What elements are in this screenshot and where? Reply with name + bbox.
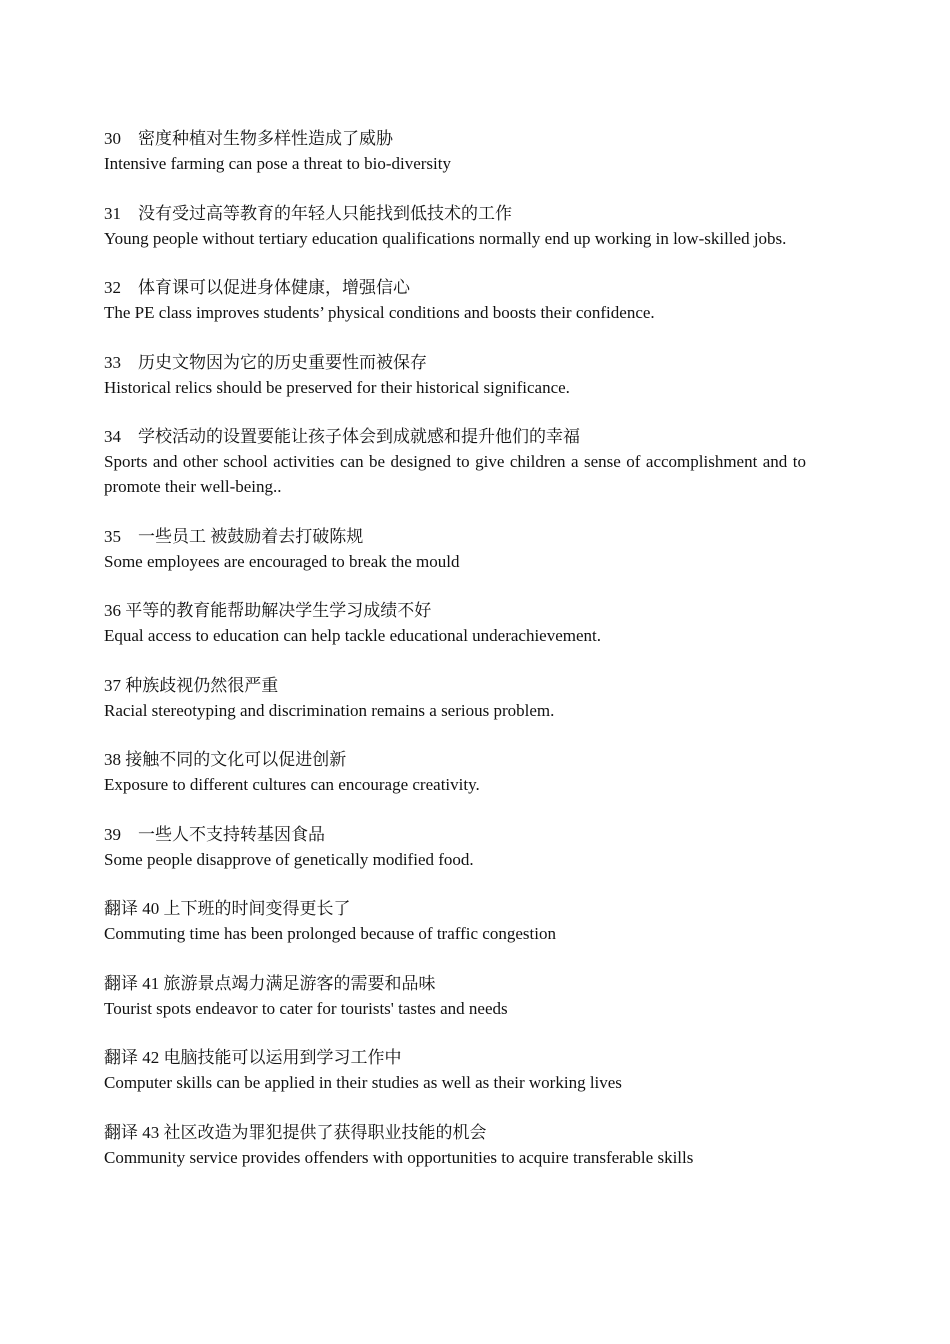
english-translation: Exposure to different cultures can encourage creativity. [104,775,480,794]
translation-entry [104,747,806,797]
chinese-sentence: 翻译 41 旅游景点竭力满足游客的需要和品味 [104,973,436,993]
chinese-sentence: 30 密度种植对生物多样性造成了威胁 [104,129,393,148]
english-translation: Young people without tertiary education qualifications normally end up working in low-skilled jobs. [104,228,787,248]
english-translation: Equal access to education can help tackle educational underachievement. [104,626,602,645]
chinese-sentence: 翻译 42 电脑技能可以运用到学习工作中 [104,1048,402,1067]
english-translation: Historical relics should be preserved for their historical significance. [104,377,570,397]
chinese-sentence: 32 体育课可以促进身体健康，增强信心 [104,278,410,297]
translation-entry [104,822,806,872]
chinese-sentence: 翻译 43 社区改造为罪犯提供了获得职业技能的机会 [104,1122,487,1142]
english-translation: Computer skills can be applied in their studies as well as their working lives [104,1073,622,1092]
translation-entry [104,1045,806,1095]
translation-entry [104,524,806,574]
translation-entry [104,971,806,1021]
translation-entry [104,673,806,723]
chinese-sentence: 34 学校活动的设置要能让孩子体会到成就感和提升他们的幸福 [104,427,580,446]
english-translation: Tourist spots endeavor to cater for tourists' tastes and needs [104,998,508,1018]
english-translation: The PE class improves students’ physical conditions and boosts their confidence. [104,303,655,322]
translation-entry [104,126,806,176]
translation-entry [104,896,806,946]
english-translation: Racial stereotyping and discrimination remains a serious problem. [104,700,555,720]
english-translation: Some people disapprove of genetically modified food. [104,849,474,869]
translation-entry [104,1120,806,1170]
english-translation: Community service provides offenders with opportunities to acquire transferable skills [104,1147,694,1167]
chinese-sentence: 33 历史文物因为它的历史重要性而被保存 [104,352,427,372]
english-translation: Sports and other school activities can be designed to give children a sense of accomplishment and to promote their well-being.. [104,452,806,496]
chinese-sentence: 36 平等的教育能帮助解决学生学习成绩不好 [104,601,432,620]
translation-entry [104,275,806,325]
chinese-sentence: 38 接触不同的文化可以促进创新 [104,750,347,769]
english-translation: Some employees are encouraged to break the mould [104,551,460,571]
chinese-sentence: 39 一些人不支持转基因食品 [104,824,325,844]
translation-entry [104,424,806,499]
translation-entry [104,350,806,400]
english-translation: Intensive farming can pose a threat to bio-diversity [104,154,451,173]
chinese-sentence: 35 一些员工 被鼓励着去打破陈规 [104,526,364,546]
translation-entry [104,201,806,251]
chinese-sentence: 37 种族歧视仍然很严重 [104,675,279,695]
translation-entry [104,598,806,648]
chinese-sentence: 翻译 40 上下班的时间变得更长了 [104,899,351,918]
document-page [104,126,806,1194]
english-translation: Commuting time has been prolonged because of traffic congestion [104,924,556,943]
chinese-sentence: 31 没有受过高等教育的年轻人只能找到低技术的工作 [104,203,512,223]
